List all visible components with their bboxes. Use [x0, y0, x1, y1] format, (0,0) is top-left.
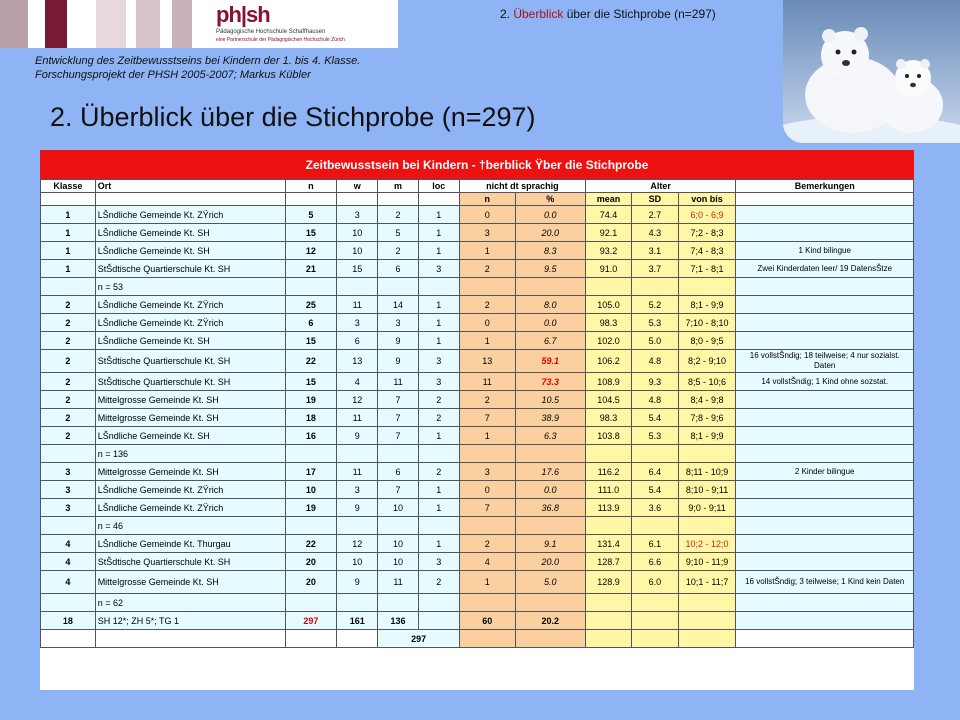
table-row [41, 463, 914, 481]
cell-sd: 6.6 [632, 553, 678, 571]
cell-von-bis: 8;4 - 9;8 [678, 391, 736, 409]
cell-klasse: 1 [41, 260, 96, 278]
cell-pct: 20.0 [515, 224, 585, 242]
cell-klasse: 1 [41, 224, 96, 242]
cell-sd: 6.4 [632, 463, 678, 481]
cell-ort: LŠndliche Gemeinde Kt. SH [95, 242, 285, 260]
cell-loc: 3 [418, 553, 459, 571]
cell-ort: StŠdtische Quartierschule Kt. SH [95, 373, 285, 391]
cell-bemerkungen [736, 427, 914, 445]
cell-w: 11 [337, 409, 378, 427]
cell-n: 15 [285, 373, 337, 391]
table-row [41, 296, 914, 314]
cell-von-bis: 9;10 - 11;9 [678, 553, 736, 571]
group-summary-row [41, 445, 914, 463]
cell-w: 12 [337, 535, 378, 553]
cell-n: 22 [285, 350, 337, 373]
cell-ndn: 2 [459, 391, 515, 409]
cell-ndn: 3 [459, 224, 515, 242]
cell-pct: 5.0 [515, 571, 585, 594]
phsh-logo [200, 0, 398, 48]
cell-n: 6 [285, 314, 337, 332]
cell-w: 12 [337, 391, 378, 409]
cell-sd: 4.8 [632, 391, 678, 409]
cell-ort: LŠndliche Gemeinde Kt. SH [95, 427, 285, 445]
cell-von-bis: 10;1 - 11;7 [678, 571, 736, 594]
cell-mean: 98.3 [585, 314, 631, 332]
cell-sd: 6.1 [632, 535, 678, 553]
data-table [40, 179, 914, 648]
cell-mean: 98.3 [585, 409, 631, 427]
total-row [41, 612, 914, 630]
cell-sd: 2.7 [632, 206, 678, 224]
col-header-ort: Ort [95, 180, 285, 193]
col-header-pct: % [515, 193, 585, 206]
caption-number: 2. [500, 7, 514, 21]
cell-klasse: 2 [41, 409, 96, 427]
col-header-alter: Alter [585, 180, 736, 193]
cell-loc: 3 [418, 350, 459, 373]
cell-n: 15 [285, 224, 337, 242]
cell-m: 10 [378, 535, 418, 553]
cell-mean: 93.2 [585, 242, 631, 260]
cell-m: 11 [378, 571, 418, 594]
cell-von-bis: 9;0 - 9;11 [678, 499, 736, 517]
cell-mean: 103.8 [585, 427, 631, 445]
cell-loc: 2 [418, 409, 459, 427]
cell-n: 18 [285, 409, 337, 427]
col-header-w: w [337, 180, 378, 193]
cell-pct: 9.1 [515, 535, 585, 553]
total-n: 297 [285, 612, 337, 630]
group-summary-row [41, 278, 914, 296]
total-w: 161 [337, 612, 378, 630]
cell-loc: 2 [418, 391, 459, 409]
cell-pct: 10.5 [515, 391, 585, 409]
cell-n: 22 [285, 535, 337, 553]
cell-sd: 5.0 [632, 332, 678, 350]
cell-sd: 9.3 [632, 373, 678, 391]
cell-ort: StŠdtische Quartierschule Kt. SH [95, 553, 285, 571]
cell-pct: 9.5 [515, 260, 585, 278]
cell-n: 21 [285, 260, 337, 278]
cell-w: 10 [337, 242, 378, 260]
cell-klasse: 3 [41, 463, 96, 481]
total-ndn: 60 [459, 612, 515, 630]
cell-ort: StŠdtische Quartierschule Kt. SH [95, 350, 285, 373]
cell-w: 11 [337, 463, 378, 481]
cell-m: 7 [378, 391, 418, 409]
sample-overview-table [40, 150, 914, 690]
cell-n: 10 [285, 481, 337, 499]
cell-pct: 17.6 [515, 463, 585, 481]
table-row [41, 535, 914, 553]
cell-ndn: 0 [459, 206, 515, 224]
cell-n: 12 [285, 242, 337, 260]
cell-m: 5 [378, 224, 418, 242]
cell-pct: 59.1 [515, 350, 585, 373]
cell-ort: Mittelgrosse Gemeinde Kt. SH [95, 409, 285, 427]
col-header-ndn: n [459, 193, 515, 206]
cell-loc: 1 [418, 481, 459, 499]
cell-bemerkungen [736, 224, 914, 242]
cell-ort: LŠndliche Gemeinde Kt. ZŸrich [95, 206, 285, 224]
polar-bear-photo [783, 0, 960, 143]
caption-link[interactable]: Überblick [513, 7, 564, 21]
cell-sd: 3.7 [632, 260, 678, 278]
cell-n: 19 [285, 391, 337, 409]
cell-sd: 5.3 [632, 314, 678, 332]
cell-ort: Mittelgrosse Gemeinde Kt. SH [95, 463, 285, 481]
col-header-von-bis: von bis [678, 193, 736, 206]
header-stripes [0, 0, 200, 48]
grand-total-row [41, 630, 914, 648]
cell-ort: LŠndliche Gemeinde Kt. SH [95, 332, 285, 350]
cell-pct: 8.3 [515, 242, 585, 260]
cell-ndn: 13 [459, 350, 515, 373]
cell-sd: 3.6 [632, 499, 678, 517]
slide-title: 2. Überblick über die Stichprobe (n=297) [50, 102, 536, 132]
table-row [41, 499, 914, 517]
cell-mean: 128.9 [585, 571, 631, 594]
cell-ndn: 1 [459, 427, 515, 445]
cell-bemerkungen [736, 409, 914, 427]
cell-w: 15 [337, 260, 378, 278]
cell-loc: 3 [418, 373, 459, 391]
cell-mean: 108.9 [585, 373, 631, 391]
total-pct: 20.2 [515, 612, 585, 630]
cell-pct: 36.8 [515, 499, 585, 517]
cell-ort: LŠndliche Gemeinde Kt. ZŸrich [95, 481, 285, 499]
intro-line-2: Forschungsprojekt der PHSH 2005-2007; Markus Kübler [35, 69, 311, 81]
intro-text [35, 54, 360, 82]
cell-n: 16 [285, 427, 337, 445]
table-row [41, 206, 914, 224]
cell-bemerkungen: 16 vollstŠndig; 3 teilweise; 1 Kind kein Daten [736, 571, 914, 594]
table-row [41, 260, 914, 278]
table-banner: Zeitbewusstsein bei Kindern - †berblick Ÿber die Stichprobe [40, 150, 914, 179]
cell-mean: 92.1 [585, 224, 631, 242]
cell-mean: 128.7 [585, 553, 631, 571]
total-klasse: 18 [41, 612, 96, 630]
caption-rest: über die Stichprobe (n=297) [563, 7, 716, 21]
cell-m: 9 [378, 332, 418, 350]
table-row [41, 553, 914, 571]
cell-n: 5 [285, 206, 337, 224]
cell-klasse: 4 [41, 571, 96, 594]
cell-sd: 6.0 [632, 571, 678, 594]
col-header-bemerkungen: Bemerkungen [736, 180, 914, 193]
cell-m: 10 [378, 553, 418, 571]
cell-klasse: 3 [41, 481, 96, 499]
group-total: n = 136 [95, 445, 285, 463]
cell-loc: 1 [418, 296, 459, 314]
cell-bemerkungen [736, 535, 914, 553]
cell-m: 7 [378, 481, 418, 499]
cell-loc: 1 [418, 314, 459, 332]
cell-ort: LŠndliche Gemeinde Kt. ZŸrich [95, 314, 285, 332]
cell-ndn: 11 [459, 373, 515, 391]
table-row [41, 571, 914, 594]
cell-w: 11 [337, 296, 378, 314]
cell-pct: 6.3 [515, 427, 585, 445]
cell-von-bis: 8;1 - 9;9 [678, 427, 736, 445]
cell-sd: 5.4 [632, 481, 678, 499]
cell-m: 9 [378, 350, 418, 373]
cell-w: 9 [337, 571, 378, 594]
cell-klasse: 2 [41, 391, 96, 409]
header-row-2 [41, 193, 914, 206]
cell-w: 3 [337, 314, 378, 332]
cell-klasse: 2 [41, 350, 96, 373]
cell-loc: 3 [418, 260, 459, 278]
intro-line-1: Entwicklung des Zeitbewusstseins bei Kindern der 1. bis 4. Klasse. [35, 55, 361, 67]
cell-mean: 116.2 [585, 463, 631, 481]
cell-von-bis: 8;5 - 10;6 [678, 373, 736, 391]
cell-ort: LŠndliche Gemeinde Kt. ZŸrich [95, 296, 285, 314]
table-row [41, 427, 914, 445]
cell-klasse: 1 [41, 206, 96, 224]
cell-ndn: 2 [459, 535, 515, 553]
cell-ndn: 2 [459, 260, 515, 278]
cell-klasse: 1 [41, 242, 96, 260]
cell-w: 10 [337, 553, 378, 571]
cell-loc: 1 [418, 332, 459, 350]
cell-von-bis: 10;2 - 12;0 [678, 535, 736, 553]
cell-ort: LŠndliche Gemeinde Kt. SH [95, 224, 285, 242]
cell-n: 25 [285, 296, 337, 314]
cell-loc: 2 [418, 571, 459, 594]
cell-von-bis: 8;10 - 9;11 [678, 481, 736, 499]
table-row [41, 242, 914, 260]
cell-klasse: 4 [41, 553, 96, 571]
cell-mean: 111.0 [585, 481, 631, 499]
logo-subtitle-2: eine Partnerschule der Pädagogischen Hochschule Zürich [216, 37, 345, 43]
cell-w: 3 [337, 206, 378, 224]
cell-klasse: 2 [41, 296, 96, 314]
cell-pct: 0.0 [515, 314, 585, 332]
cell-pct: 0.0 [515, 481, 585, 499]
cell-pct: 6.7 [515, 332, 585, 350]
cell-n: 20 [285, 553, 337, 571]
cell-ndn: 7 [459, 409, 515, 427]
col-header-klasse: Klasse [41, 180, 96, 193]
col-header-m: m [378, 180, 418, 193]
cell-pct: 8.0 [515, 296, 585, 314]
cell-mean: 113.9 [585, 499, 631, 517]
cell-von-bis: 7;4 - 8;3 [678, 242, 736, 260]
cell-m: 2 [378, 206, 418, 224]
cell-von-bis: 7;1 - 8;1 [678, 260, 736, 278]
cell-loc: 2 [418, 463, 459, 481]
cell-bemerkungen: Zwei Kinderdaten leer/ 19 DatensŠtze [736, 260, 914, 278]
group-total: n = 62 [95, 594, 285, 612]
cell-m: 7 [378, 427, 418, 445]
cell-von-bis: 7;10 - 8;10 [678, 314, 736, 332]
table-row [41, 373, 914, 391]
group-summary-row [41, 517, 914, 535]
cell-ort: LŠndliche Gemeinde Kt. ZŸrich [95, 499, 285, 517]
cell-klasse: 2 [41, 373, 96, 391]
cell-mean: 106.2 [585, 350, 631, 373]
logo-subtitle: Pädagogische Hochschule Schaffhausen [216, 29, 326, 35]
cell-m: 7 [378, 409, 418, 427]
cell-bemerkungen [736, 296, 914, 314]
cell-bemerkungen: 14 vollstŠndig; 1 Kind ohne sozstat. [736, 373, 914, 391]
cell-ndn: 0 [459, 481, 515, 499]
cell-bemerkungen [736, 391, 914, 409]
cell-sd: 5.3 [632, 427, 678, 445]
cell-m: 6 [378, 463, 418, 481]
cell-von-bis: 8;2 - 9;10 [678, 350, 736, 373]
cell-klasse: 3 [41, 499, 96, 517]
cell-w: 4 [337, 373, 378, 391]
cell-mean: 105.0 [585, 296, 631, 314]
cell-bemerkungen [736, 206, 914, 224]
cell-bemerkungen [736, 499, 914, 517]
table-row [41, 350, 914, 373]
cell-von-bis: 8;1 - 9;9 [678, 296, 736, 314]
cell-von-bis: 7;8 - 9;6 [678, 409, 736, 427]
cell-bemerkungen [736, 332, 914, 350]
cell-ndn: 1 [459, 332, 515, 350]
cell-loc: 1 [418, 499, 459, 517]
group-total: n = 53 [95, 278, 285, 296]
cell-von-bis: 8;11 - 10;9 [678, 463, 736, 481]
table-row [41, 481, 914, 499]
cell-klasse: 2 [41, 332, 96, 350]
cell-mean: 91.0 [585, 260, 631, 278]
cell-bemerkungen: 2 Kinder bilingue [736, 463, 914, 481]
cell-sd: 3.1 [632, 242, 678, 260]
cell-bemerkungen [736, 553, 914, 571]
cell-ort: StŠdtische Quartierschule Kt. SH [95, 260, 285, 278]
table-row [41, 332, 914, 350]
header-row-1 [41, 180, 914, 193]
cell-klasse: 2 [41, 427, 96, 445]
table-row [41, 409, 914, 427]
cell-mean: 74.4 [585, 206, 631, 224]
grand-total: 297 [378, 630, 460, 648]
col-header-n: n [285, 180, 337, 193]
cell-w: 6 [337, 332, 378, 350]
cell-ort: Mittelgrosse Gemeinde Kt. SH [95, 571, 285, 594]
cell-sd: 5.2 [632, 296, 678, 314]
total-m: 136 [378, 612, 418, 630]
cell-bemerkungen: 1 Kind bilingue [736, 242, 914, 260]
col-header-nicht-dt: nicht dt sprachig [459, 180, 585, 193]
cell-w: 10 [337, 224, 378, 242]
cell-w: 3 [337, 481, 378, 499]
cell-n: 20 [285, 571, 337, 594]
cell-w: 13 [337, 350, 378, 373]
col-header-sd: SD [632, 193, 678, 206]
cell-ndn: 4 [459, 553, 515, 571]
cell-loc: 1 [418, 242, 459, 260]
cell-loc: 1 [418, 427, 459, 445]
cell-pct: 20.0 [515, 553, 585, 571]
group-total: n = 46 [95, 517, 285, 535]
cell-w: 9 [337, 427, 378, 445]
table-row [41, 224, 914, 242]
cell-klasse: 2 [41, 314, 96, 332]
cell-mean: 104.5 [585, 391, 631, 409]
cell-ndn: 3 [459, 463, 515, 481]
cell-w: 9 [337, 499, 378, 517]
cell-ndn: 1 [459, 242, 515, 260]
logo-text: ph|sh [216, 2, 270, 27]
cell-m: 10 [378, 499, 418, 517]
cell-ndn: 2 [459, 296, 515, 314]
group-summary-row [41, 594, 914, 612]
cell-pct: 0.0 [515, 206, 585, 224]
cell-m: 6 [378, 260, 418, 278]
col-header-mean: mean [585, 193, 631, 206]
cell-sd: 5.4 [632, 409, 678, 427]
cell-loc: 1 [418, 535, 459, 553]
cell-m: 2 [378, 242, 418, 260]
cell-bemerkungen: 16 vollstŠndig; 18 teilweise; 4 nur sozialst. Daten [736, 350, 914, 373]
cell-ndn: 0 [459, 314, 515, 332]
total-ort: SH 12*; ZH 5*; TG 1 [95, 612, 285, 630]
cell-ort: LŠndliche Gemeinde Kt. Thurgau [95, 535, 285, 553]
cell-sd: 4.8 [632, 350, 678, 373]
cell-pct: 38.9 [515, 409, 585, 427]
cell-n: 15 [285, 332, 337, 350]
cell-ort: Mittelgrosse Gemeinde Kt. SH [95, 391, 285, 409]
cell-von-bis: 6;0 - 6;9 [678, 206, 736, 224]
cell-loc: 1 [418, 206, 459, 224]
cell-n: 19 [285, 499, 337, 517]
cell-von-bis: 7;2 - 8;3 [678, 224, 736, 242]
cell-von-bis: 8;0 - 9;5 [678, 332, 736, 350]
cell-sd: 4.3 [632, 224, 678, 242]
cell-bemerkungen [736, 481, 914, 499]
cell-loc: 1 [418, 224, 459, 242]
cell-n: 17 [285, 463, 337, 481]
cell-pct: 73.3 [515, 373, 585, 391]
cell-m: 11 [378, 373, 418, 391]
table-row [41, 391, 914, 409]
cell-ndn: 7 [459, 499, 515, 517]
top-caption [500, 7, 716, 21]
cell-m: 3 [378, 314, 418, 332]
cell-ndn: 1 [459, 571, 515, 594]
cell-mean: 102.0 [585, 332, 631, 350]
cell-m: 14 [378, 296, 418, 314]
cell-bemerkungen [736, 314, 914, 332]
col-header-loc: loc [418, 180, 459, 193]
cell-mean: 131.4 [585, 535, 631, 553]
table-row [41, 314, 914, 332]
cell-klasse: 4 [41, 535, 96, 553]
